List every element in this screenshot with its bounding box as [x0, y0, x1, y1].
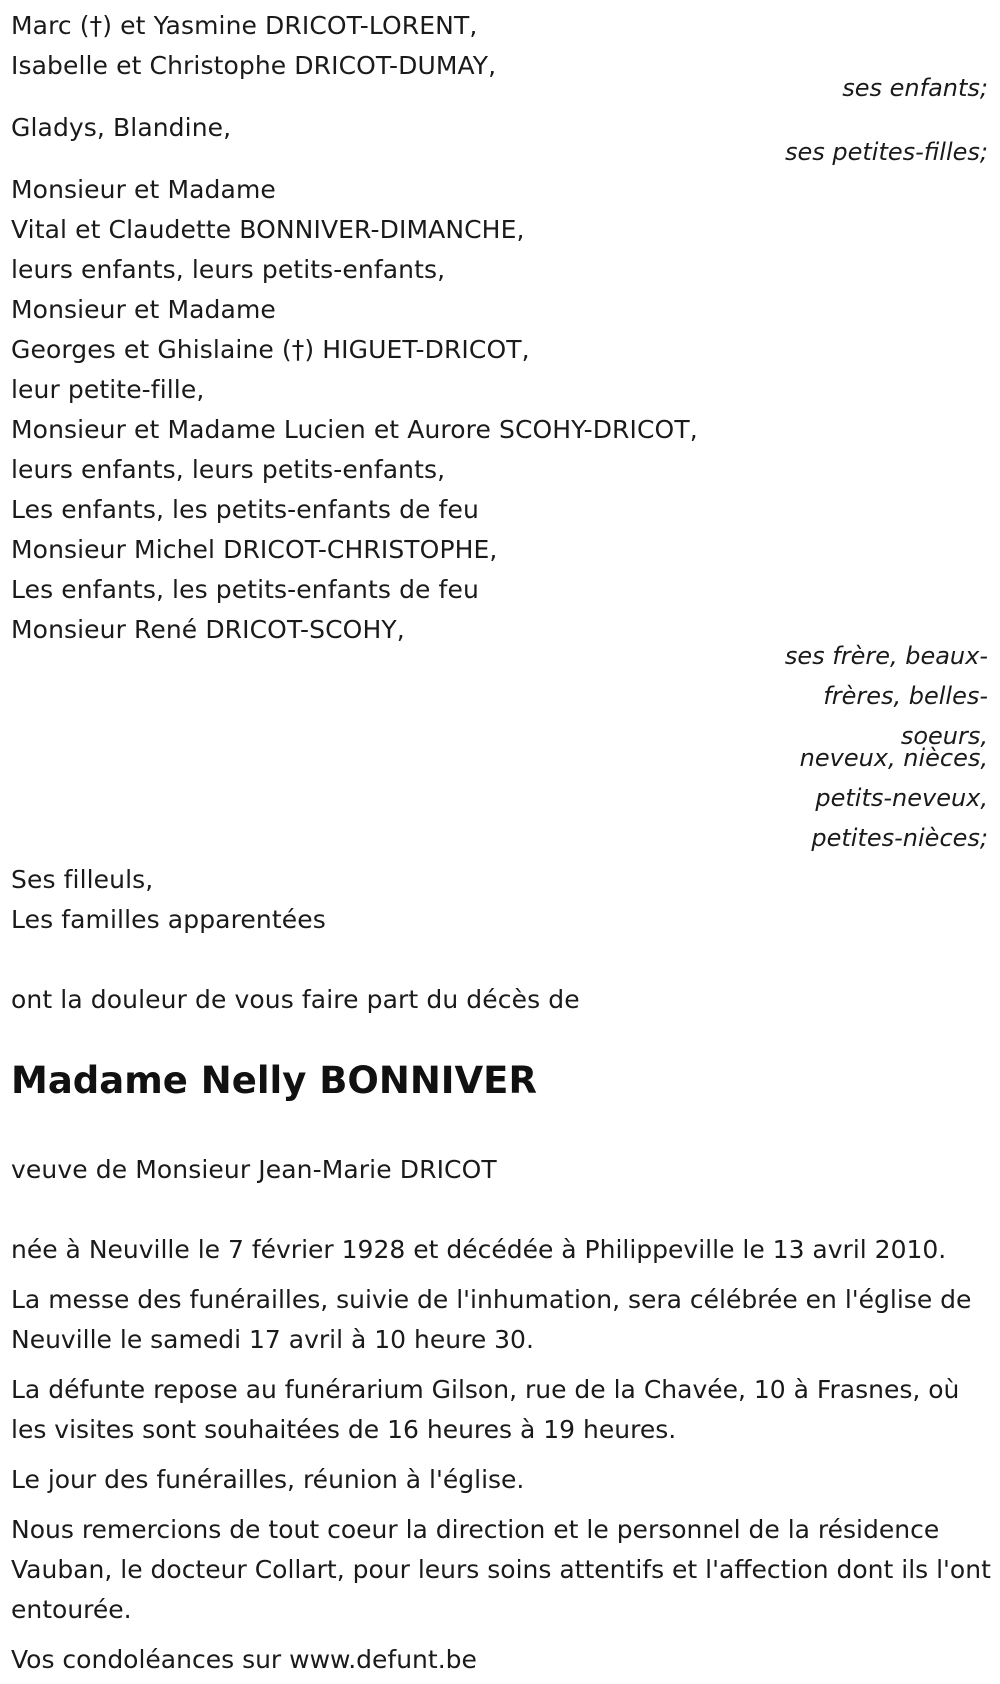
family-line: leurs enfants, leurs petits-enfants,	[11, 455, 446, 484]
siblings-role-line: frères, belles-	[823, 682, 988, 710]
announcement-text: ont la douleur de vous faire part du décès de	[11, 985, 580, 1014]
family-line: Monsieur et Madame	[11, 295, 276, 324]
detail-meeting: Le jour des funérailles, réunion à l'église.	[11, 1465, 525, 1494]
deceased-name: Madame Nelly BONNIVER	[11, 1059, 537, 1102]
family-line: Ses filleuls,	[11, 865, 154, 894]
family-line: Monsieur René DRICOT-SCOHY,	[11, 615, 405, 644]
siblings-role-line: petites-nièces;	[811, 824, 988, 852]
grandchildren-role: ses petites-filles;	[784, 138, 988, 166]
family-line: Les enfants, les petits-enfants de feu	[11, 495, 479, 524]
detail-thanks: Nous remercions de tout coeur la direction et le personnel de la résidence Vauban, le docteur Collart, pour leurs soins attentifs et l'affection dont ils l'ont entourée.	[11, 1515, 991, 1624]
detail-funerarium: La défunte repose au funérarium Gilson, rue de la Chavée, 10 à Frasnes, où les visites sont souhaitées de 16 heures à 19 heures.	[11, 1375, 960, 1444]
detail-funeral-mass: La messe des funérailles, suivie de l'inhumation, sera célébrée en l'église de Neuville le samedi 17 avril à 10 heure 30.	[11, 1285, 972, 1354]
family-line: leurs enfants, leurs petits-enfants,	[11, 255, 446, 284]
family-line: Monsieur et Madame Lucien et Aurore SCOHY-DRICOT,	[11, 415, 698, 444]
family-line: Monsieur Michel DRICOT-CHRISTOPHE,	[11, 535, 498, 564]
family-line: Monsieur et Madame	[11, 175, 276, 204]
family-line: leur petite-fille,	[11, 375, 205, 404]
siblings-role-line: neveux, nièces,	[799, 744, 988, 772]
family-line: Gladys, Blandine,	[11, 113, 232, 142]
family-line: Marc (†) et Yasmine DRICOT-LORENT,	[11, 11, 478, 40]
family-line: Georges et Ghislaine (†) HIGUET-DRICOT,	[11, 335, 530, 364]
children-role: ses enfants;	[842, 74, 988, 102]
family-line: Les familles apparentées	[11, 905, 326, 934]
family-line: Isabelle et Christophe DRICOT-DUMAY,	[11, 51, 497, 80]
detail-condolences: Vos condoléances sur www.defunt.be	[11, 1645, 477, 1674]
family-line: Les enfants, les petits-enfants de feu	[11, 575, 479, 604]
detail-birth-death: née à Neuville le 7 février 1928 et décédée à Philippeville le 13 avril 2010.	[11, 1235, 947, 1264]
family-line: Vital et Claudette BONNIVER-DIMANCHE,	[11, 215, 525, 244]
siblings-role-line: soeurs,	[900, 722, 988, 750]
deceased-spouse: veuve de Monsieur Jean-Marie DRICOT	[11, 1155, 497, 1184]
siblings-role-line: ses frère, beaux-	[784, 642, 988, 670]
siblings-role-line: petits-neveux,	[815, 784, 988, 812]
